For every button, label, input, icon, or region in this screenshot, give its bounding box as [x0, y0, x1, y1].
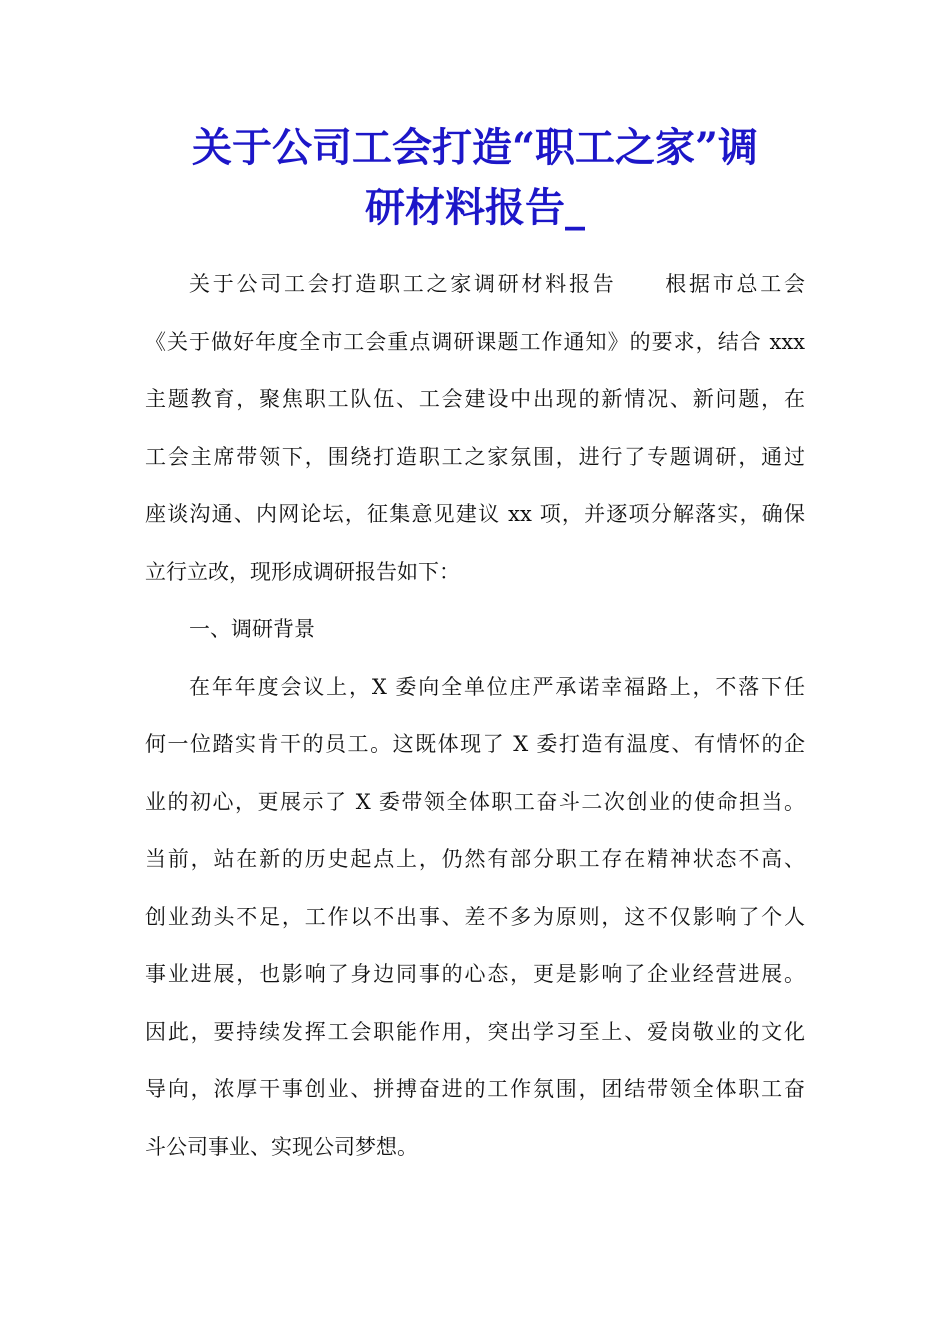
- section-line-4: 当前，站在新的历史起点上，仍然有部分职工存在精神状态不高、: [145, 847, 805, 871]
- title-line-1: 关于公司工会打造“职工之家”调: [191, 124, 758, 171]
- section-line-7: 因此，要持续发挥工会职能作用，突出学习至上、爱岗敬业的文化: [145, 1019, 805, 1044]
- section-line-9: 斗公司事业、实现公司梦想。: [145, 1134, 418, 1159]
- document-title: [140, 118, 810, 238]
- section-line-3: 业的初心，更展示了 X 委带领全体职工奋斗二次创业的使命担当。: [145, 789, 805, 814]
- intro-report-title: 关于公司工会打造职工之家调研材料报告: [189, 272, 617, 296]
- intro-line-4: 工会主席带领下，围绕打造职工之家氛围，进行了专题调研，通过: [145, 444, 805, 469]
- section-line-8: 导向，浓厚干事创业、拼搏奋进的工作氛围，团结带领全体职工奋: [145, 1077, 805, 1101]
- intro-text-start: 根据市总工会: [662, 272, 805, 296]
- section-line-2: 何一位踏实肯干的员工。这既体现了 X 委打造有温度、有情怀的企: [145, 732, 805, 756]
- section-line-5: 创业劲头不足，工作以不出事、差不多为原则，这不仅影响了个人: [145, 904, 805, 929]
- section-line-6: 事业进展，也影响了身边同事的心态，更是影响了企业经营进展。: [145, 962, 805, 986]
- intro-line-1: [145, 256, 805, 314]
- intro-line-5: 座谈沟通、内网论坛，征集意见建议 xx 项，并逐项分解落实，确保: [145, 502, 805, 526]
- intro-line-2: 《关于做好年度全市工会重点调研课题工作通知》的要求，结合 xxx: [145, 329, 805, 354]
- intro-line-6: 立行立改，现形成调研报告如下：: [145, 559, 460, 584]
- section-heading: 一、调研背景: [189, 617, 315, 641]
- title-line-2: 研材料报告_: [365, 184, 585, 231]
- section-line-1: 在年年度会议上，X 委向全单位庄严承诺幸福路上，不落下任: [189, 674, 805, 699]
- intro-line-3: 主题教育，聚焦职工队伍、工会建设中出现的新情况、新问题，在: [145, 387, 805, 411]
- document-body: [145, 256, 805, 1176]
